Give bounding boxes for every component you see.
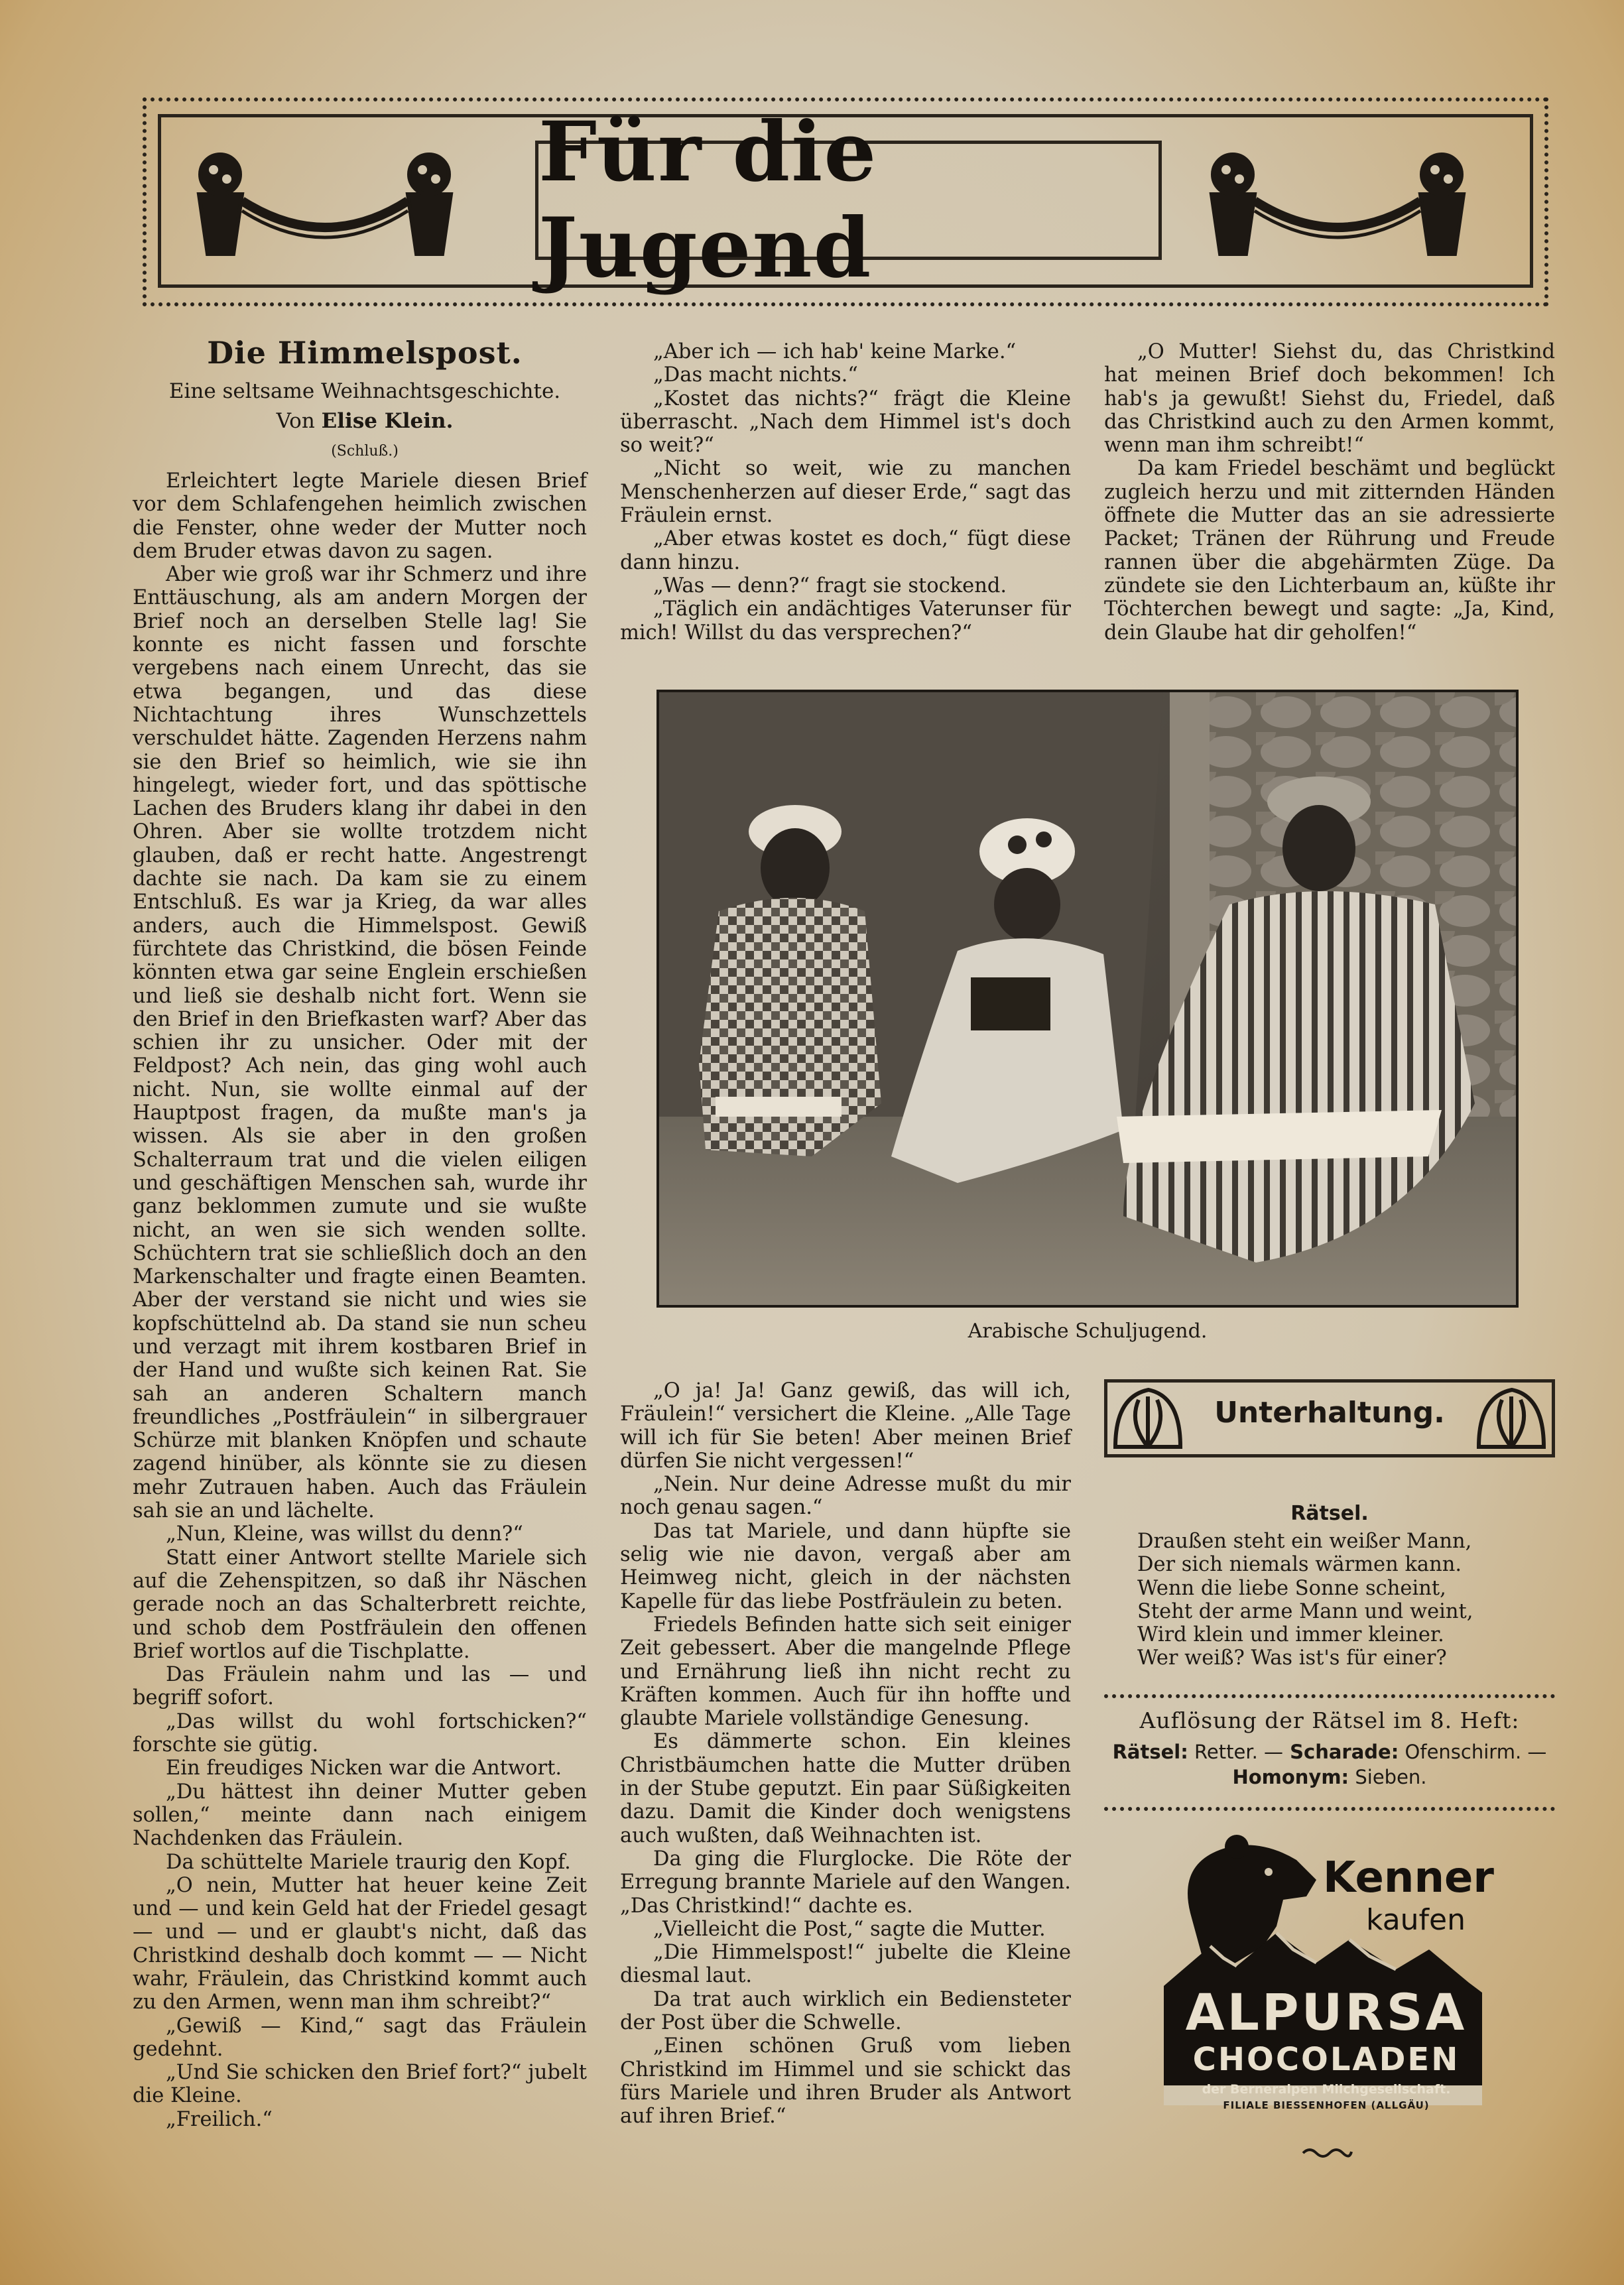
paragraph: Da kam Friedel beschämt und beglückt zugleich herzu und mit zitternden Händen öffnete die Mutter das an sie adressierte Packet; Tränen der Rührung und Freude rannen über die abgehärmten Züge. Da zündete sie den Lichterbaum an, küßte ihr Töchterchen bewegt und sagte: „Ja, Kind, dein Glaube hat dir geholfen!“	[1104, 457, 1555, 645]
story-column-3-top	[1104, 340, 1555, 645]
ad-brand: ALPURSA	[1185, 1983, 1468, 2042]
riddle-line: Steht der arme Mann und weint,	[1137, 1599, 1473, 1623]
continued-note: (Schluß.)	[331, 443, 399, 460]
paragraph: Das tat Mariele, und dann hüpfte sie selig wie nie davon, vergaß aber am Heimweg nicht, gleich in der nächsten Kapelle für das liebe Postfräulein zu beten.	[620, 1519, 1071, 1613]
story-author: Von Elise Klein.	[276, 409, 454, 433]
paragraph: „Aber etwas kostet es doch,“ fügt diese dann hinzu.	[620, 527, 1071, 574]
right-flower-basket-ornament	[1192, 138, 1483, 264]
paragraph: „Was — denn?“ fragt sie stockend.	[653, 574, 1007, 597]
paragraph: „Nun, Kleine, was willst du denn?“	[166, 1522, 523, 1546]
paragraph: „Nicht so weit, wie zu manchen Menschenherzen auf dieser Erde,“ sagt das Fräulein ernst.	[620, 457, 1071, 528]
paragraph: Das Fräulein nahm und las — und begriff sofort.	[133, 1663, 587, 1710]
solution-line-2: Homonym: Sieben.	[1232, 1766, 1427, 1788]
riddle-line: Wird klein und immer kleiner.	[1137, 1623, 1444, 1647]
story-title: Die Himmelspost.	[207, 335, 523, 371]
paragraph: Erleichtert legte Mariele diesen Brief vor dem Schlafengehen heimlich zwischen die Fenster, ohne weder der Mutter noch dem Bruder etwas davon zu sagen.	[133, 469, 587, 563]
paragraph: „Einen schönen Gruß vom lieben Christkind im Himmel und sie schickt das fürs Mariele und ihren Bruder als Antwort auf ihren Brief.“	[620, 2034, 1071, 2129]
dotted-divider	[1104, 1694, 1555, 1698]
end-flourish-icon	[1300, 2145, 1353, 2158]
riddle-line: Der sich niemals wärmen kann.	[1137, 1553, 1462, 1577]
page-title-box	[535, 104, 1162, 296]
paragraph: „Kostet das nichts?“ frägt die Kleine überrascht. „Nach dem Himmel ist's doch so weit?“	[620, 387, 1071, 458]
paragraph: „O Mutter! Siehst du, das Christkind hat meinen Brief doch bekommen! Ich hab's ja gewußt! Siehst du, Friedel, daß das Christkind auch zu den Armen kommt, wenn man ihm schreibt!“	[1104, 340, 1555, 458]
paragraph: „Und Sie schicken den Brief fort?“ jubelt die Kleine.	[133, 2061, 587, 2108]
paragraph: „O nein, Mutter hat heuer keine Zeit und — und kein Geld hat der Friedel gesagt — und — und er glaubt's nicht, daß das Christkind deshalb doch kommt — — Nicht wahr, Fräulein, das Christkind kommt auch zu den Armen, wenn man ihm schreibt?“	[133, 1873, 587, 2014]
paragraph: „Du hättest ihn deiner Mutter geben sollen,“ meinte dann nach einigem Nachdenken das Fräulein.	[133, 1780, 587, 1851]
paragraph: „Aber ich — ich hab' keine Marke.“	[653, 340, 1017, 363]
ad-headline: Kenner	[1323, 1853, 1494, 1902]
paragraph: „Täglich ein andächtiges Vaterunser für mich! Willst du das versprechen?“	[620, 597, 1071, 645]
entertainment-title: Unterhaltung.	[1214, 1396, 1445, 1430]
story-subtitle: Eine seltsame Weihnachtsgeschichte.	[168, 379, 561, 403]
paragraph: Da schüttelte Mariele traurig den Kopf.	[166, 1850, 571, 1874]
paragraph: Statt einer Antwort stellte Mariele sich auf die Zehenspitzen, so daß ihr Näschen gerade noch an das Schalterbrett reichte, und schob dem Postfräulein den offenen Brief wortlos auf die Tischplatte.	[133, 1546, 587, 1663]
ad-subline: kaufen	[1366, 1903, 1466, 1937]
right-leaf-ornament	[1472, 1383, 1550, 1453]
page-title: Für die Jugend	[538, 104, 878, 296]
paragraph: Da ging die Flurglocke. Die Röte der Erregung brannte Mariele auf den Wangen. „Das Christkind!“ dachte es.	[620, 1847, 1071, 1918]
paragraph: Friedels Befinden hatte sich seit einiger Zeit gebessert. Aber die mangelnde Pflege und Ernährung ließ ihn nicht recht zu Kräften kommen. Auch für ihn hoffte und glaubte Mariele vollständige Genesung.	[620, 1613, 1071, 1731]
paragraph: „Das macht nichts.“	[653, 363, 858, 387]
paragraph: „Vielleicht die Post,“ sagte die Mutter.	[653, 1917, 1046, 1941]
ad-company: der Berneralpen Milchgesellschaft.	[1202, 2082, 1451, 2097]
ad-branch: FILIALE BIESSENHOFEN (ALLGÄU)	[1223, 2099, 1430, 2111]
riddle-text	[1137, 1530, 1562, 1670]
riddle-title: Rätsel.	[1290, 1502, 1369, 1525]
paragraph: „Das willst du wohl fortschicken?“ forschte sie gütig.	[133, 1709, 587, 1757]
paragraph: „Gewiß — Kind,“ sagt das Fräulein gedehnt.	[133, 2014, 587, 2061]
solution-title: Auflösung der Rätsel im 8. Heft:	[1139, 1707, 1520, 1733]
left-leaf-ornament	[1109, 1383, 1187, 1453]
story-column-2-bottom	[620, 1379, 1071, 2129]
paragraph: „Die Himmelspost!“ jubelte die Kleine diesmal laut.	[620, 1941, 1071, 1988]
riddle-line: Draußen steht ein weißer Mann,	[1137, 1530, 1472, 1553]
paragraph: Ein freudiges Nicken war die Antwort.	[166, 1757, 562, 1780]
story-column-1	[133, 469, 587, 2131]
left-flower-basket-ornament	[179, 138, 471, 264]
paragraph: Da trat auch wirklich ein Bediensteter der Post über die Schwelle.	[620, 1987, 1071, 2035]
paragraph: „Nein. Nur deine Adresse mußt du mir noch genau sagen.“	[620, 1473, 1071, 1520]
ad-product: CHOCOLADEN	[1192, 2041, 1460, 2078]
paragraph: Aber wie groß war ihr Schmerz und ihre Enttäuschung, als am andern Morgen der Brief noch an derselben Stelle lag! Sie konnte es nicht fassen und forschte vergebens nach einem Unrecht, das sie etwa begangen, und das diese Nichtachtung ihres Wunschzettels verschuldet hätte. Zagenden Herzens nahm sie den Brief so heimlich, wie sie ihn hingelegt, wieder fort, und das spöttische Lachen des Bruders klang ihr dabei in den Ohren. Aber sie wollte trotzdem nicht glauben, daß er recht hatte. Angestrengt dachte sie nach. Da kam sie zu einem Entschluß. Es war ja Krieg, da war alles anders, auch die Himmelspost. Gewiß fürchtete das Christkind, die bösen Feinde könnten etwa gar seine Englein erschießen und ließ sie deshalb nicht fort. Wenn sie den Brief in den Briefkasten warf? Aber das schien ihr zu unsicher. Oder mit der Feldpost? Ach nein, das ging wohl auch nicht. Nun, sie wollte einmal auf der Hauptpost fragen, da mußte man's ja wissen. Als sie aber in den großen Schalterraum trat und die vielen eiligen und geschäftigen Menschen sah, wurde ihr ganz beklommen zumute und sie wußte nicht, an wen sie sich wenden sollte. Schüchtern trat sie schließlich doch an den Markenschalter und fragte einen Beamten. Aber der verstand sie nicht und wies sie kopfschüttelnd ab. Da stand sie nun scheu und verzagt mit ihrem kostbaren Brief in der Hand und wußte sich keinen Rat. Sie sah an anderen Schaltern manch freundliches „Postfräulein“ in silbergrauer Schürze mit blanken Knöpfen und schaute zagend hinüber, als könnte sie zu diesen mehr Zutrauen haben. Auch das Fräulein sah sie an und lächelte.	[133, 563, 587, 1523]
author-name: Elise Klein.	[321, 409, 454, 433]
solution-line-1: Rätsel: Retter. — Scharade: Ofenschirm. —	[1112, 1741, 1547, 1763]
dotted-divider	[1104, 1807, 1555, 1811]
paragraph: „Freilich.“	[166, 2107, 273, 2131]
story-column-2-top	[620, 340, 1071, 645]
photo-illustration	[659, 692, 1516, 1305]
photo-arab-schoolchildren	[656, 690, 1519, 1308]
photo-caption: Arabische Schuljugend.	[968, 1320, 1208, 1343]
riddle-line: Wer weiß? Was ist's für einer?	[1137, 1646, 1447, 1670]
riddle-line: Wenn die liebe Sonne scheint,	[1137, 1576, 1446, 1600]
paragraph: Es dämmerte schon. Ein kleines Christbäumchen hatte die Mutter drüben in der Stube geputzt. Ein paar Süßigkeiten dazu. Damit die Kinder doch wenigstens auch wußten, daß Weihnachten ist.	[620, 1730, 1071, 1847]
paragraph: „O ja! Ja! Ganz gewiß, das will ich, Fräulein!“ versichert die Kleine. „Alle Tage will ich für Sie beten! Aber meinen Brief dürfen Sie nicht vergessen!“	[620, 1379, 1071, 1473]
